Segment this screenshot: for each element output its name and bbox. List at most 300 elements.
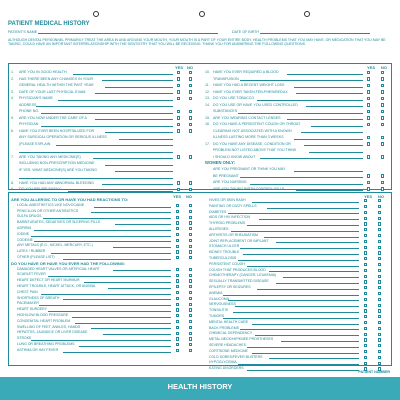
- answer-line: [228, 213, 359, 214]
- answer-checkbox[interactable]: [176, 245, 179, 248]
- answer-checkbox[interactable]: [378, 199, 381, 202]
- answer-line[interactable]: [287, 74, 364, 75]
- answer-checkbox[interactable]: [367, 71, 370, 74]
- answer-checkbox[interactable]: [364, 240, 367, 243]
- question-text: PROBLEM NOT LISTED ABOVE THAT YOU THINK: [213, 148, 297, 152]
- answer-checkbox[interactable]: [177, 116, 180, 119]
- answer-checkbox[interactable]: [176, 343, 179, 346]
- answer-checkbox[interactable]: [176, 291, 179, 294]
- answer-checkbox[interactable]: [176, 227, 179, 230]
- answer-line[interactable]: [19, 152, 173, 153]
- answer-checkbox[interactable]: [189, 233, 192, 236]
- answer-line[interactable]: [294, 171, 363, 172]
- answer-checkbox[interactable]: [381, 103, 384, 106]
- answer-line: [63, 259, 171, 260]
- patient-name-label: PATIENT'S NAME: [8, 30, 38, 34]
- answer-checkbox[interactable]: [176, 204, 179, 207]
- answer-checkbox[interactable]: [378, 269, 381, 272]
- answer-checkbox[interactable]: [189, 110, 192, 113]
- answer-checkbox[interactable]: [378, 286, 381, 289]
- answer-checkbox[interactable]: [189, 97, 192, 100]
- condition-text: TUBERCULOSIS: [209, 255, 237, 260]
- answer-line: [39, 305, 171, 306]
- answer-line[interactable]: [36, 106, 173, 107]
- answer-line[interactable]: [102, 184, 173, 185]
- answer-checkbox[interactable]: [189, 245, 192, 248]
- answer-checkbox[interactable]: [378, 315, 381, 318]
- condition-text: PENICILLIN OR OTHER ANTIBIOTICS: [17, 208, 79, 213]
- answer-checkbox[interactable]: [189, 303, 192, 306]
- answer-checkbox[interactable]: [189, 274, 192, 277]
- question-number: 15.: [205, 115, 210, 120]
- answer-checkbox[interactable]: [381, 84, 384, 87]
- answer-checkbox[interactable]: [378, 211, 381, 214]
- allergies-conditions-column: [11, 198, 199, 354]
- question-number: 16.: [205, 122, 210, 126]
- answer-checkbox[interactable]: [367, 90, 370, 93]
- condition-text: EPILEPSY OR SEIZURES: [209, 284, 251, 289]
- answer-checkbox[interactable]: [189, 77, 192, 80]
- answer-checkbox[interactable]: [176, 250, 179, 253]
- answer-checkbox[interactable]: [378, 327, 381, 330]
- answer-checkbox[interactable]: [189, 84, 192, 87]
- answer-checkbox[interactable]: [176, 239, 179, 242]
- answer-checkbox[interactable]: [367, 174, 370, 177]
- answer-checkbox[interactable]: [378, 228, 381, 231]
- answer-checkbox[interactable]: [378, 362, 381, 365]
- answer-checkbox[interactable]: [177, 84, 180, 87]
- answer-checkbox[interactable]: [367, 181, 370, 184]
- answer-line[interactable]: [115, 171, 173, 172]
- answer-line[interactable]: [250, 184, 363, 185]
- answer-checkbox[interactable]: [176, 279, 179, 282]
- yes-header: YES: [175, 65, 184, 70]
- date-of-birth-field[interactable]: [232, 30, 370, 34]
- answer-checkbox[interactable]: [176, 326, 179, 329]
- answer-line[interactable]: [19, 178, 173, 179]
- question-number: 10.: [205, 70, 210, 74]
- answer-checkbox[interactable]: [381, 77, 384, 80]
- answer-checkbox[interactable]: [367, 155, 370, 158]
- general-questions-panel: [8, 63, 392, 190]
- answer-line[interactable]: [41, 113, 173, 114]
- answer-checkbox[interactable]: [364, 211, 367, 214]
- answer-line[interactable]: [105, 132, 173, 133]
- answer-checkbox[interactable]: [367, 187, 370, 190]
- answer-checkbox[interactable]: [364, 309, 367, 312]
- answer-checkbox[interactable]: [177, 71, 180, 74]
- answer-checkbox[interactable]: [378, 257, 381, 260]
- no-header: NO: [186, 194, 192, 199]
- answer-line[interactable]: [301, 132, 363, 133]
- answer-checkbox[interactable]: [381, 123, 384, 126]
- answer-checkbox[interactable]: [364, 217, 367, 220]
- answer-checkbox[interactable]: [176, 349, 179, 352]
- answer-line[interactable]: [95, 93, 173, 94]
- question-number: 13.: [205, 96, 210, 100]
- answer-checkbox[interactable]: [189, 216, 192, 219]
- answer-checkbox[interactable]: [189, 320, 192, 323]
- condition-text: ALLERGIES: [209, 226, 229, 231]
- answer-checkbox[interactable]: [189, 239, 192, 242]
- answer-checkbox[interactable]: [378, 350, 381, 353]
- question-text: DATE OF YOUR LAST PHYSICAL EXAM: [19, 89, 86, 94]
- answer-checkbox[interactable]: [364, 269, 367, 272]
- conditions-heading: DO YOU HAVE OR HAVE YOU EVER HAD THE FOLLOWING:: [11, 260, 126, 266]
- answer-checkbox[interactable]: [176, 314, 179, 317]
- answer-checkbox[interactable]: [364, 257, 367, 260]
- answer-checkbox[interactable]: [381, 174, 384, 177]
- condition-text: HYPOGLYCEMIA: [209, 360, 237, 365]
- answer-checkbox[interactable]: [189, 326, 192, 329]
- condition-text: FAINTING OR DIZZY SPELLS: [209, 203, 257, 208]
- answer-checkbox[interactable]: [364, 362, 367, 365]
- answer-line: [43, 218, 171, 219]
- answer-checkbox[interactable]: [381, 181, 384, 184]
- answer-checkbox[interactable]: [176, 303, 179, 306]
- answer-checkbox[interactable]: [177, 123, 180, 126]
- answer-line[interactable]: [58, 100, 173, 101]
- answer-checkbox[interactable]: [176, 332, 179, 335]
- answer-checkbox[interactable]: [189, 250, 192, 253]
- answer-checkbox[interactable]: [364, 234, 367, 237]
- answer-checkbox[interactable]: [367, 123, 370, 126]
- answer-line[interactable]: [240, 80, 363, 81]
- questions-right-column: [205, 69, 391, 160]
- answer-line[interactable]: [93, 158, 174, 159]
- question-number: 8.: [11, 180, 14, 185]
- answer-checkbox[interactable]: [364, 315, 367, 318]
- answer-checkbox[interactable]: [381, 155, 384, 158]
- answer-line[interactable]: [240, 177, 363, 178]
- answer-checkbox[interactable]: [189, 308, 192, 311]
- answer-checkbox[interactable]: [364, 298, 367, 301]
- answer-checkbox[interactable]: [378, 304, 381, 307]
- answer-checkbox[interactable]: [378, 205, 381, 208]
- answer-line: [247, 370, 359, 371]
- answer-checkbox[interactable]: [364, 333, 367, 336]
- answer-line[interactable]: [56, 145, 173, 146]
- answer-line: [264, 237, 359, 238]
- condition-row: [11, 348, 199, 354]
- question-text: GENERAL HEALTH WITHIN THE PAST YEAR: [19, 83, 94, 87]
- question-text: ARE YOU TAKING BIRTH CONTROL PILLS: [213, 186, 285, 191]
- question-text: TRANSFUSION: [213, 76, 239, 81]
- answer-checkbox[interactable]: [381, 136, 384, 139]
- answer-line[interactable]: [296, 93, 363, 94]
- answer-line[interactable]: [311, 126, 363, 127]
- answer-checkbox[interactable]: [189, 155, 192, 158]
- answer-checkbox[interactable]: [177, 181, 180, 184]
- condition-text: ASTHMA OR HAY FEVER: [17, 347, 59, 352]
- condition-text: DIABETES: [209, 209, 227, 214]
- answer-line: [252, 324, 359, 325]
- answer-checkbox[interactable]: [189, 279, 192, 282]
- answer-checkbox[interactable]: [189, 221, 192, 224]
- answer-checkbox[interactable]: [176, 210, 179, 213]
- answer-checkbox[interactable]: [177, 110, 180, 113]
- answer-checkbox[interactable]: [189, 116, 192, 119]
- answer-checkbox[interactable]: [176, 285, 179, 288]
- answer-checkbox[interactable]: [189, 332, 192, 335]
- answer-checkbox[interactable]: [364, 356, 367, 359]
- answer-line[interactable]: [41, 126, 173, 127]
- answer-checkbox[interactable]: [176, 216, 179, 219]
- answer-checkbox[interactable]: [189, 337, 192, 340]
- question-number: 7.: [11, 154, 14, 159]
- question-text: I SHOULD KNOW ABOUT: [213, 154, 256, 159]
- answer-line[interactable]: [105, 87, 173, 88]
- condition-text: GLAUCOMA: [209, 296, 230, 301]
- answer-checkbox[interactable]: [378, 240, 381, 243]
- answer-line[interactable]: [306, 106, 363, 107]
- answer-checkbox[interactable]: [381, 97, 384, 100]
- answer-line: [276, 242, 359, 243]
- answer-checkbox[interactable]: [177, 77, 180, 80]
- condition-text: CHEMICAL DEPENDENCY: [209, 331, 253, 336]
- answer-line[interactable]: [257, 100, 363, 101]
- answer-checkbox[interactable]: [176, 233, 179, 236]
- answer-checkbox[interactable]: [176, 274, 179, 277]
- condition-text: OTHER (PLEASE LIST): [17, 254, 55, 259]
- condition-text: ASPIRIN: [17, 225, 32, 230]
- answer-checkbox[interactable]: [378, 217, 381, 220]
- answer-checkbox[interactable]: [378, 321, 381, 324]
- answer-checkbox[interactable]: [378, 251, 381, 254]
- question-number: 1.: [11, 70, 14, 74]
- condition-text: SEXUALLY TRANSMITTED DISEASE: [209, 279, 269, 284]
- answer-line[interactable]: [238, 113, 364, 114]
- answer-checkbox[interactable]: [176, 320, 179, 323]
- answer-checkbox[interactable]: [176, 337, 179, 340]
- answer-checkbox[interactable]: [367, 97, 370, 100]
- answer-checkbox[interactable]: [364, 327, 367, 330]
- answer-checkbox[interactable]: [364, 251, 367, 254]
- answer-checkbox[interactable]: [189, 90, 192, 93]
- answer-checkbox[interactable]: [189, 349, 192, 352]
- answer-line: [231, 231, 359, 232]
- question-number: 17.: [205, 141, 210, 146]
- answer-checkbox[interactable]: [364, 199, 367, 202]
- answer-line[interactable]: [294, 139, 363, 140]
- women-only-heading: WOMEN ONLY:: [205, 160, 236, 165]
- answer-checkbox[interactable]: [378, 275, 381, 278]
- answer-checkbox[interactable]: [189, 129, 192, 132]
- patient-name-field[interactable]: [8, 30, 218, 34]
- answer-line: [31, 340, 171, 341]
- answer-checkbox[interactable]: [378, 222, 381, 225]
- answer-line: [276, 283, 359, 284]
- answer-checkbox[interactable]: [189, 285, 192, 288]
- binder-hole: [199, 11, 205, 17]
- answer-line: [247, 266, 359, 267]
- answer-checkbox[interactable]: [381, 116, 384, 119]
- women-only-section: [205, 160, 391, 192]
- answer-line: [72, 317, 171, 318]
- answer-line[interactable]: [309, 152, 363, 153]
- answer-checkbox[interactable]: [177, 129, 180, 132]
- answer-checkbox[interactable]: [189, 314, 192, 317]
- answer-checkbox[interactable]: [381, 187, 384, 190]
- answer-line[interactable]: [105, 165, 173, 166]
- condition-text: SCARLET FEVER: [17, 272, 46, 277]
- answer-line: [34, 241, 171, 242]
- answer-checkbox[interactable]: [189, 181, 192, 184]
- questions-left-column: [11, 69, 201, 193]
- answer-checkbox[interactable]: [364, 205, 367, 208]
- answer-checkbox[interactable]: [189, 210, 192, 213]
- patient-number-field[interactable]: [358, 370, 390, 374]
- condition-text: BARBITURATES, SEDATIVES OR SLEEPING PILLS: [17, 220, 101, 225]
- answer-checkbox[interactable]: [176, 308, 179, 311]
- answer-line: [233, 312, 359, 313]
- question-text: ARE YOU PREGNANT OR THINK YOU MAY: [213, 167, 286, 171]
- answer-checkbox[interactable]: [381, 90, 384, 93]
- answer-checkbox[interactable]: [381, 142, 384, 145]
- answer-checkbox[interactable]: [378, 280, 381, 283]
- condition-text: HEART TROUBLE, HEART ATTACK, OR ANGINA: [17, 283, 96, 288]
- answer-checkbox[interactable]: [189, 204, 192, 207]
- answer-line[interactable]: [119, 139, 173, 140]
- answer-checkbox[interactable]: [378, 344, 381, 347]
- answer-line[interactable]: [304, 145, 363, 146]
- condition-text: ANEMIA: [209, 290, 223, 295]
- question-number: 5.: [11, 115, 14, 120]
- answer-line: [238, 260, 359, 261]
- condition-text: LOCAL ANESTHETICS LIKE NOVOCAINE: [17, 202, 85, 207]
- answer-checkbox[interactable]: [364, 292, 367, 295]
- answer-checkbox[interactable]: [364, 338, 367, 341]
- answer-line: [257, 289, 359, 290]
- condition-text: BACK PROBLEMS: [209, 325, 239, 330]
- question-text: ARE YOU NURSING: [213, 180, 247, 184]
- answer-line: [240, 329, 359, 330]
- answer-checkbox[interactable]: [364, 275, 367, 278]
- condition-text: ARTHRITIS OR RHEUMATISM: [209, 232, 258, 237]
- answer-checkbox[interactable]: [367, 136, 370, 139]
- condition-text: CODEINE: [17, 237, 33, 242]
- condition-text: CHEMOTHERAPY (CANCER, LEUKEMIA): [209, 273, 277, 278]
- answer-line: [243, 254, 359, 255]
- answer-checkbox[interactable]: [378, 246, 381, 249]
- answer-checkbox[interactable]: [177, 155, 180, 158]
- condition-text: EATING DISORDERS: [209, 366, 244, 371]
- answer-checkbox[interactable]: [364, 321, 367, 324]
- answer-line[interactable]: [102, 80, 173, 81]
- answer-checkbox[interactable]: [378, 292, 381, 295]
- question-text: HAS THERE BEEN ANY CHANGES IN YOUR: [19, 76, 94, 81]
- answer-checkbox[interactable]: [367, 77, 370, 80]
- answer-checkbox[interactable]: [367, 103, 370, 106]
- answer-checkbox[interactable]: [176, 256, 179, 259]
- answer-line[interactable]: [294, 87, 363, 88]
- answer-checkbox[interactable]: [177, 188, 180, 191]
- answer-checkbox[interactable]: [367, 84, 370, 87]
- answer-checkbox[interactable]: [176, 268, 179, 271]
- answer-checkbox[interactable]: [189, 268, 192, 271]
- condition-text: STOMACH ULCER: [209, 244, 240, 249]
- answer-checkbox[interactable]: [176, 297, 179, 300]
- question-number: 14.: [205, 102, 210, 107]
- condition-text: SHORTNESS OF BREATH: [17, 295, 60, 300]
- answer-checkbox[interactable]: [177, 97, 180, 100]
- answer-line[interactable]: [287, 119, 364, 120]
- answer-checkbox[interactable]: [364, 304, 367, 307]
- answer-checkbox[interactable]: [364, 344, 367, 347]
- answer-checkbox[interactable]: [378, 263, 381, 266]
- conditions-right-column: [203, 198, 389, 372]
- answer-checkbox[interactable]: [381, 71, 384, 74]
- answer-checkbox[interactable]: [378, 309, 381, 312]
- answer-line: [252, 353, 359, 354]
- answer-checkbox[interactable]: [189, 227, 192, 230]
- answer-checkbox[interactable]: [364, 222, 367, 225]
- answer-checkbox[interactable]: [367, 110, 370, 113]
- answer-checkbox[interactable]: [189, 343, 192, 346]
- answer-checkbox[interactable]: [378, 356, 381, 359]
- answer-checkbox[interactable]: [189, 291, 192, 294]
- allergy-heading: ARE YOU ALLERGIC TO OR HAVE YOU HAD REACTIONS TO:: [11, 197, 129, 202]
- question-text: PHYSICIAN: [19, 122, 39, 126]
- question-text: SUBSTANCES: [213, 109, 238, 113]
- answer-checkbox[interactable]: [367, 142, 370, 145]
- answer-line[interactable]: [260, 158, 363, 159]
- condition-text: CORTISONE MEDICINE: [209, 348, 248, 353]
- answer-line[interactable]: [73, 74, 173, 75]
- answer-line: [91, 212, 171, 213]
- answer-checkbox[interactable]: [378, 338, 381, 341]
- answer-line: [63, 299, 171, 300]
- answer-line: [252, 202, 359, 203]
- condition-text: LUNG OR BREATHING PROBLEMS: [17, 341, 75, 346]
- yes-header: YES: [173, 194, 182, 199]
- question-text: (PLEASE EXPLAIN: [19, 141, 51, 146]
- answer-checkbox[interactable]: [378, 234, 381, 237]
- answer-checkbox[interactable]: [176, 221, 179, 224]
- answer-line[interactable]: [95, 119, 173, 120]
- question-number: 4.: [11, 96, 14, 100]
- answer-line: [31, 236, 171, 237]
- answer-line[interactable]: [296, 190, 363, 191]
- answer-line: [75, 323, 171, 324]
- answer-checkbox[interactable]: [378, 333, 381, 336]
- answer-checkbox[interactable]: [364, 280, 367, 283]
- answer-line: [115, 224, 171, 225]
- answer-checkbox[interactable]: [177, 90, 180, 93]
- answer-checkbox[interactable]: [381, 110, 384, 113]
- answer-checkbox[interactable]: [364, 263, 367, 266]
- answer-checkbox[interactable]: [189, 71, 192, 74]
- question-text: HAVE YOU HAD ANY ABNORMAL BLEEDING: [19, 180, 94, 185]
- answer-checkbox[interactable]: [378, 298, 381, 301]
- question-text: HAVE YOU HAD A RECENT WEIGHT LOSS: [213, 83, 285, 87]
- answer-checkbox[interactable]: [364, 286, 367, 289]
- answer-checkbox[interactable]: [364, 350, 367, 353]
- answer-checkbox[interactable]: [364, 228, 367, 231]
- question-text: HAVE YOU EVER REQUIRED A BLOOD: [213, 70, 279, 74]
- answer-checkbox[interactable]: [189, 188, 192, 191]
- condition-text: COLD SORES/FEVER BLISTERS: [209, 354, 263, 359]
- answer-checkbox[interactable]: [189, 123, 192, 126]
- condition-row: [11, 255, 199, 261]
- answer-line: [223, 318, 359, 319]
- answer-checkbox[interactable]: [189, 256, 192, 259]
- answer-checkbox[interactable]: [189, 297, 192, 300]
- condition-text: HIVES OR SKIN RASH: [209, 198, 246, 202]
- answer-checkbox[interactable]: [364, 246, 367, 249]
- question-number: 3.: [11, 89, 14, 94]
- answer-checkbox[interactable]: [367, 116, 370, 119]
